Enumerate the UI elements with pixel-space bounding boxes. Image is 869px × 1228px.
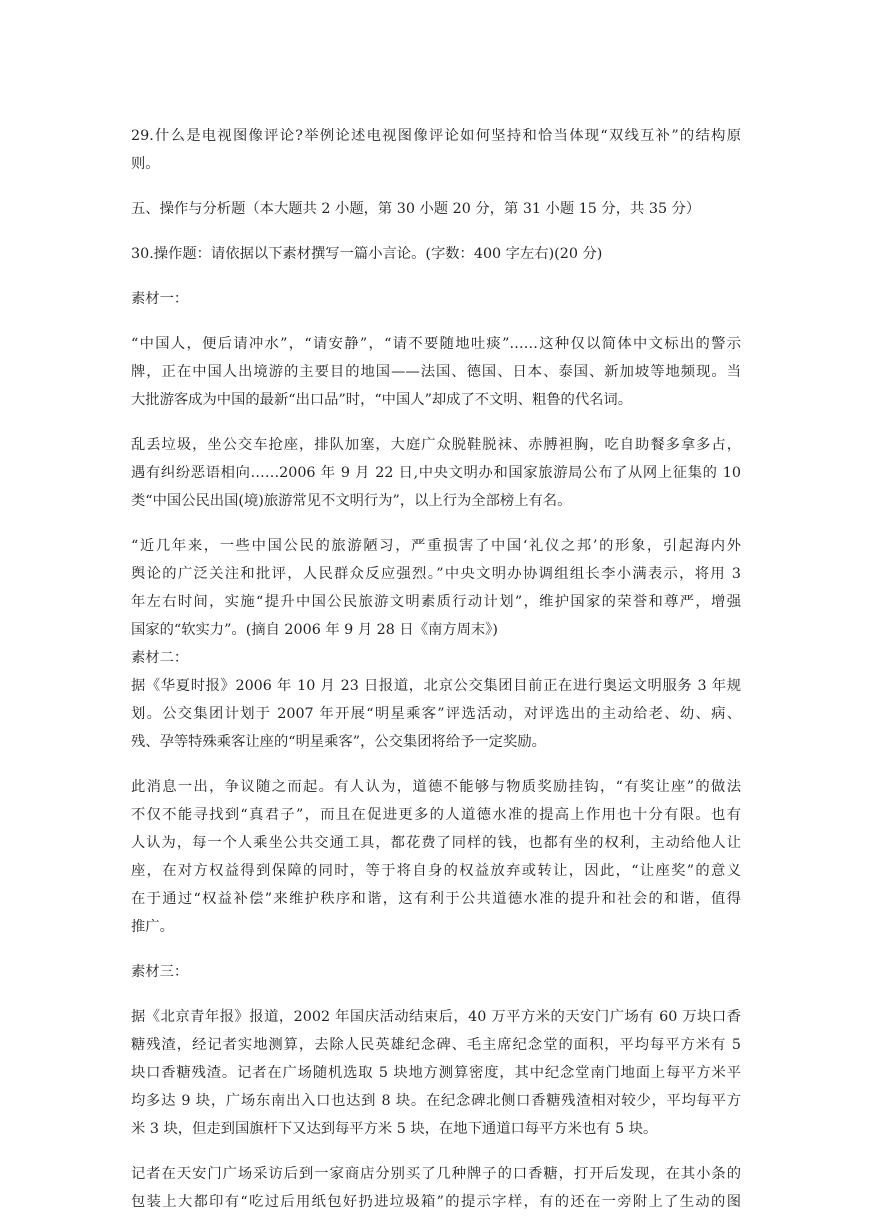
material-3-paragraph-2 [131, 1160, 741, 1216]
text-line: 划。公交集团计划于 2007 年开展“明星乘客”评选活动，对评选出的主动给老、幼、病、 [131, 706, 741, 722]
text-line: 不仅不能寻找到“真君子”，而且在促进更多的人道德水准的提高上作用也十分有限。也有 [131, 807, 741, 823]
question-29 [131, 122, 741, 178]
text-line: 舆论的广泛关注和批评，人民群众反应强烈。”中央文明办协调组组长李小满表示，将用 3 [131, 566, 741, 582]
text-line: 米 3 块，但走到国旗杆下又达到每平方米 5 块，在地下通道口每平方米也有 5 块。 [131, 1121, 658, 1137]
text-line: 遇有纠纷恶语相向……2006 年 9 月 22 日,中央文明办和国家旅游局公布了从网上征集的 10 [131, 465, 741, 481]
text-line: 均多达 9 块，广场东南出入口也达到 8 块。在纪念碑北侧口香糖残渣相对较少，平均每平方 [131, 1093, 741, 1109]
text-line: 29.什么是电视图像评论?举例论述电视图像评论如何坚持和恰当体现“双线互补”的结构原 [131, 128, 741, 144]
text-line: 包装上大都印有“吃过后用纸包好扔进垃圾箱”的提示字样，有的还在一旁附上了生动的图 [131, 1194, 741, 1210]
text-line: 在于通过“权益补偿”来维护秩序和谐，这有利于公共道德水准的提升和社会的和谐，值得 [131, 891, 741, 907]
text-line: 乱丢垃圾，坐公交车抢座，排队加塞，大庭广众脱鞋脱袜、赤膊袒胸，吃自助餐多拿多占， [131, 437, 741, 453]
material-2-title [131, 644, 741, 672]
text-line: 国家的“软实力”。(摘自 2006 年 9 月 28 日《南方周末》) [131, 622, 498, 638]
question-30 [131, 240, 741, 268]
document-page [131, 122, 741, 1216]
text-line: 五、操作与分析题（本大题共 2 小题，第 30 小题 20 分，第 31 小题 15 分，共 35 分） [131, 201, 701, 217]
text-line: 推广。 [131, 919, 174, 935]
text-line: 年左右时间，实施“提升中国公民旅游文明素质行动计划”，维护国家的荣誉和尊严，增强 [131, 594, 741, 610]
section-5-heading [131, 195, 741, 223]
text-line: “近几年来，一些中国公民的旅游陋习，严重损害了中国‘礼仪之邦’的形象，引起海内外 [131, 538, 741, 554]
text-line: 块口香糖残渣。记者在广场随机选取 5 块地方测算密度，其中纪念堂南门地面上每平方米平 [131, 1065, 741, 1081]
text-line: 糖残渣，经记者实地测算，去除人民英雄纪念碑、毛主席纪念堂的面积，平均每平方米有 5 [131, 1037, 741, 1053]
text-line: 大批游客成为中国的最新“出口品”时，“中国人”却成了不文明、粗鲁的代名词。 [131, 392, 633, 408]
text-line: 则。 [131, 156, 160, 172]
text-line: 此消息一出，争议随之而起。有人认为，道德不能够与物质奖励挂钩，“有奖让座”的做法 [131, 779, 741, 795]
text-line: 类“中国公民出国(境)旅游常见不文明行为”，以上行为全部榜上有名。 [131, 493, 572, 509]
text-line: 据《北京青年报》报道，2002 年国庆活动结束后，40 万平方米的天安门广场有 60 万块口香 [131, 1009, 741, 1025]
text-line: 素材一： [131, 291, 189, 307]
text-line: 座，在对方权益得到保障的同时，等于将自身的权益放弃或转让，因此，“让座奖”的意义 [131, 863, 741, 879]
text-line: 素材三： [131, 964, 189, 980]
material-1-paragraph-2 [131, 431, 741, 515]
text-line: 记者在天安门广场采访后到一家商店分别买了几种牌子的口香糖，打开后发现，在其小条的 [131, 1166, 741, 1182]
material-2-paragraph-1 [131, 672, 741, 756]
material-1-paragraph-3 [131, 532, 741, 644]
text-line: 素材二： [131, 650, 189, 666]
material-3-paragraph-1 [131, 1003, 741, 1143]
material-2-paragraph-2 [131, 773, 741, 941]
text-line: “中国人，便后请冲水”，“请安静”，“请不要随地吐痰”……这种仅以简体中文标出的警示 [131, 336, 741, 352]
text-line: 据《华夏时报》2006 年 10 月 23 日报道，北京公交集团目前正在进行奥运文明服务 3 年规 [131, 678, 741, 694]
text-line: 人认为，每一个人乘坐公共交通工具，都花费了同样的钱，也都有坐的权利，主动给他人让 [131, 835, 741, 851]
text-line: 残、孕等特殊乘客让座的“明星乘客”，公交集团将给予一定奖励。 [131, 734, 546, 750]
material-1-paragraph-1 [131, 330, 741, 414]
material-3-title [131, 958, 741, 986]
material-1-title [131, 285, 741, 313]
text-line: 30.操作题：请依据以下素材撰写一篇小言论。(字数：400 字左右)(20 分) [131, 246, 603, 262]
text-line: 牌，正在中国人出境游的主要目的地国——法国、德国、日本、泰国、新加坡等地频现。当 [131, 364, 741, 380]
